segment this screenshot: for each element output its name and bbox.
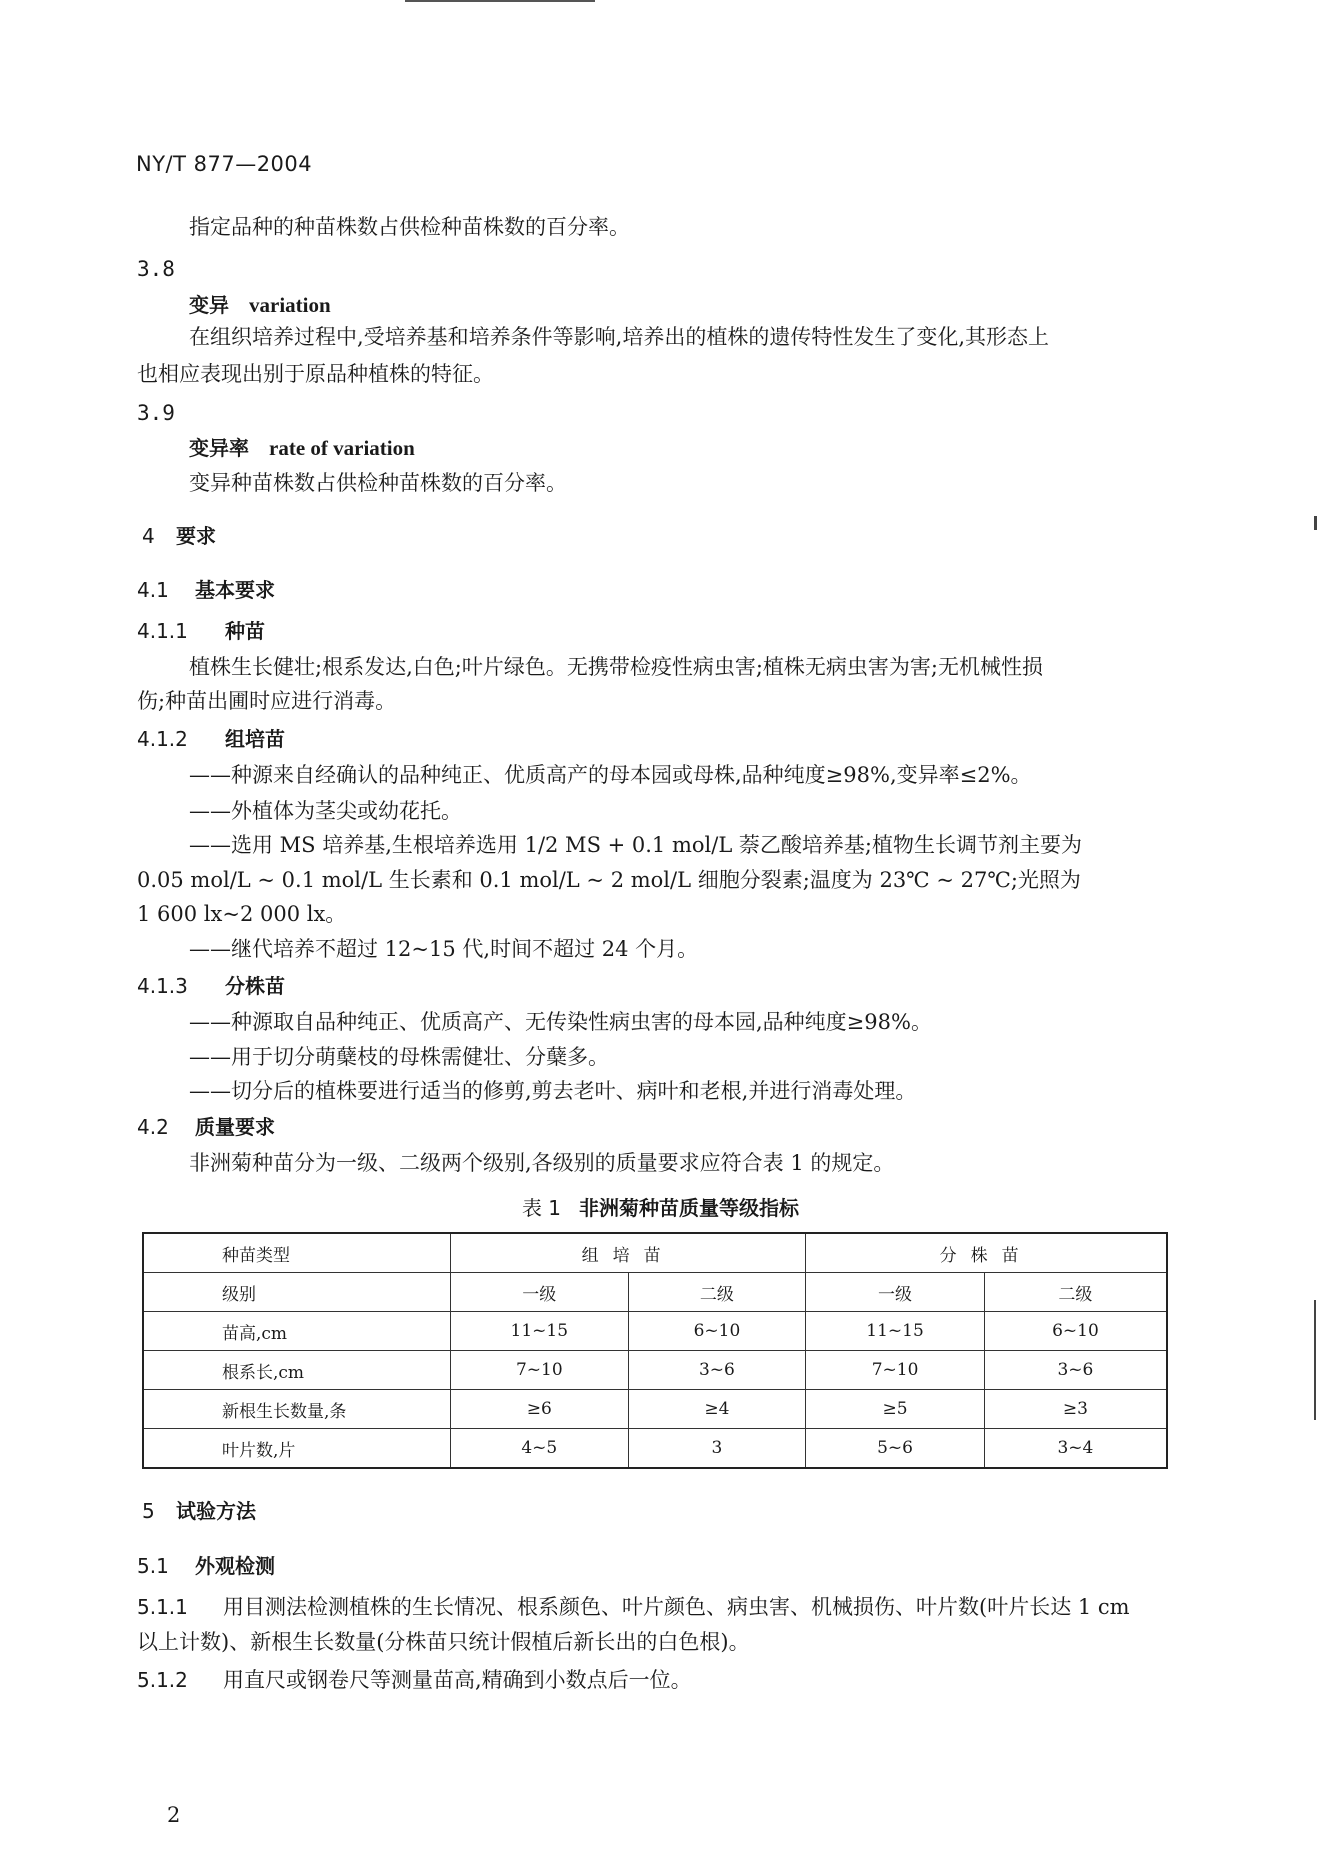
section-4-1-2-heading — [137, 724, 285, 754]
term-en: rate of variation — [269, 436, 415, 460]
section-number: 4.1.3 — [137, 974, 188, 998]
table-caption-title: 非洲菊种苗质量等级指标 — [579, 1196, 800, 1220]
table-cell: 5~6 — [806, 1429, 985, 1469]
intro-line: 指定品种的种苗株数占供检种苗株数的百分率。 — [189, 215, 630, 239]
grade-second-1: 二级 — [628, 1273, 806, 1312]
section-4-heading — [142, 521, 216, 551]
scan-artifact-top-line — [405, 0, 595, 2]
section-title: 质量要求 — [195, 1115, 275, 1139]
section-number: 5.1.1 — [137, 1595, 188, 1619]
table-row — [143, 1351, 1167, 1390]
term-zh: 变异率 — [189, 436, 249, 460]
section-4-1-heading — [137, 575, 275, 605]
section-title: 试验方法 — [176, 1499, 256, 1523]
section-title: 要求 — [176, 524, 216, 548]
table-cell: 11~15 — [450, 1312, 628, 1351]
row-label: 苗高,cm — [143, 1312, 450, 1351]
table-cell: 3~4 — [984, 1429, 1167, 1469]
section-4-1-2-item-2: ——外植体为茎尖或幼花托。 — [189, 799, 462, 823]
section-title: 分株苗 — [225, 974, 285, 998]
table-cell: 7~10 — [806, 1351, 985, 1390]
section-4-1-1-heading — [137, 616, 265, 646]
section-number: 5.1 — [137, 1554, 169, 1578]
section-5-1-1-line-1 — [137, 1592, 1130, 1622]
section-title: 种苗 — [225, 619, 265, 643]
section-4-1-1-line-2: 伤;种苗出圃时应进行消毒。 — [137, 689, 397, 713]
paragraph-text: 用目测法检测植株的生长情况、根系颜色、叶片颜色、病虫害、机械损伤、叶片数(叶片长达 1 cm — [223, 1595, 1130, 1619]
table-cell: 4~5 — [450, 1429, 628, 1469]
section-title: 外观检测 — [195, 1554, 275, 1578]
table-row — [143, 1312, 1167, 1351]
section-4-1-3-heading — [137, 971, 285, 1001]
paragraph-text: 用直尺或钢卷尺等测量苗高,精确到小数点后一位。 — [223, 1668, 692, 1692]
table-grade-row — [143, 1273, 1167, 1312]
table-row — [143, 1390, 1167, 1429]
table-cell: 7~10 — [450, 1351, 628, 1390]
section-4-1-3-item-1: ——种源取自品种纯正、优质高产、无传染性病虫害的母本园,品种纯度≥98%。 — [189, 1010, 932, 1034]
term-en: variation — [249, 293, 331, 317]
table-header-row — [143, 1233, 1167, 1273]
section-title: 组培苗 — [225, 727, 285, 751]
section-3-9-number: 3.9 — [137, 401, 175, 425]
section-number: 4.2 — [137, 1115, 169, 1139]
table-cell: ≥5 — [806, 1390, 985, 1429]
section-number: 5 — [142, 1499, 155, 1523]
section-4-1-2-item-3-line-3: 1 600 lx~2 000 lx。 — [137, 902, 347, 926]
grade-second-2: 二级 — [984, 1273, 1167, 1312]
section-5-1-1-line-2: 以上计数)、新根生长数量(分株苗只统计假植后新长出的白色根)。 — [137, 1630, 750, 1654]
table-cell: ≥3 — [984, 1390, 1167, 1429]
section-number: 5.1.2 — [137, 1668, 188, 1692]
section-4-1-3-item-3: ——切分后的植株要进行适当的修剪,剪去老叶、病叶和老根,并进行消毒处理。 — [189, 1079, 917, 1103]
section-5-1-heading — [137, 1551, 275, 1581]
section-number: 4.1.1 — [137, 619, 188, 643]
section-number: 4.1 — [137, 578, 169, 602]
header-tissue-culture-seedling: 组培苗 — [450, 1233, 805, 1273]
section-number: 4 — [142, 524, 155, 548]
section-4-1-1-line-1: 植株生长健壮;根系发达,白色;叶片绿色。无携带检疫性病虫害;植株无病虫害为害;无机械性损 — [189, 655, 1043, 679]
header-seedling-type: 种苗类型 — [143, 1233, 450, 1273]
section-3-8-number: 3.8 — [137, 257, 175, 281]
grade-label: 级别 — [143, 1273, 450, 1312]
term-zh: 变异 — [189, 293, 229, 317]
section-4-1-3-item-2: ——用于切分萌蘖枝的母株需健壮、分蘖多。 — [189, 1045, 609, 1069]
section-3-8-term — [189, 290, 331, 320]
table-cell: 6~10 — [984, 1312, 1167, 1351]
table-row — [143, 1429, 1167, 1469]
table-cell: ≥4 — [628, 1390, 806, 1429]
section-4-1-2-item-3-line-2: 0.05 mol/L ~ 0.1 mol/L 生长素和 0.1 mol/L ~ 2 mol/L 细胞分裂素;温度为 23℃ ~ 27℃;光照为 — [137, 868, 1081, 892]
section-4-2-line-1: 非洲菊种苗分为一级、二级两个级别,各级别的质量要求应符合表 1 的规定。 — [189, 1151, 895, 1175]
section-3-9-definition-line-1: 变异种苗株数占供检种苗株数的百分率。 — [189, 471, 567, 495]
section-title: 基本要求 — [195, 578, 275, 602]
section-4-2-heading — [137, 1112, 275, 1142]
table-cell: 3~6 — [628, 1351, 806, 1390]
scan-artifact-right-mark-2 — [1314, 1300, 1316, 1420]
table-cell: 11~15 — [806, 1312, 985, 1351]
section-4-1-2-item-4: ——继代培养不超过 12~15 代,时间不超过 24 个月。 — [189, 937, 699, 961]
row-label: 根系长,cm — [143, 1351, 450, 1390]
section-3-8-definition-line-1: 在组织培养过程中,受培养基和培养条件等影响,培养出的植株的遗传特性发生了变化,其形态上 — [189, 325, 1050, 349]
table-cell: 6~10 — [628, 1312, 806, 1351]
section-number: 4.1.2 — [137, 727, 188, 751]
table-cell: 3~6 — [984, 1351, 1167, 1390]
table-cell: 3 — [628, 1429, 806, 1469]
page-number: 2 — [167, 1803, 181, 1827]
section-5-heading — [142, 1496, 256, 1526]
table-1-caption — [0, 1192, 1321, 1221]
grade-first-2: 一级 — [806, 1273, 985, 1312]
grade-first-1: 一级 — [450, 1273, 628, 1312]
quality-grade-table — [142, 1232, 1168, 1469]
section-4-1-2-item-1: ——种源来自经确认的品种纯正、优质高产的母本园或母株,品种纯度≥98%,变异率≤2%。 — [189, 763, 1032, 787]
header-division-seedling: 分株苗 — [806, 1233, 1167, 1273]
section-5-1-2-line-1 — [137, 1665, 692, 1695]
scan-artifact-right-mark-1 — [1314, 516, 1317, 530]
row-label: 新根生长数量,条 — [143, 1390, 450, 1429]
section-3-8-definition-line-2: 也相应表现出别于原品种植株的特征。 — [137, 362, 494, 386]
section-4-1-2-item-3-line-1: ——选用 MS 培养基,生根培养选用 1/2 MS + 0.1 mol/L 萘乙酸培养基;植物生长调节剂主要为 — [189, 833, 1083, 857]
table-cell: ≥6 — [450, 1390, 628, 1429]
section-3-9-term — [189, 433, 415, 463]
standard-code-header: NY/T 877—2004 — [136, 152, 313, 176]
table-caption-number: 表 1 — [521, 1196, 562, 1220]
row-label: 叶片数,片 — [143, 1429, 450, 1469]
